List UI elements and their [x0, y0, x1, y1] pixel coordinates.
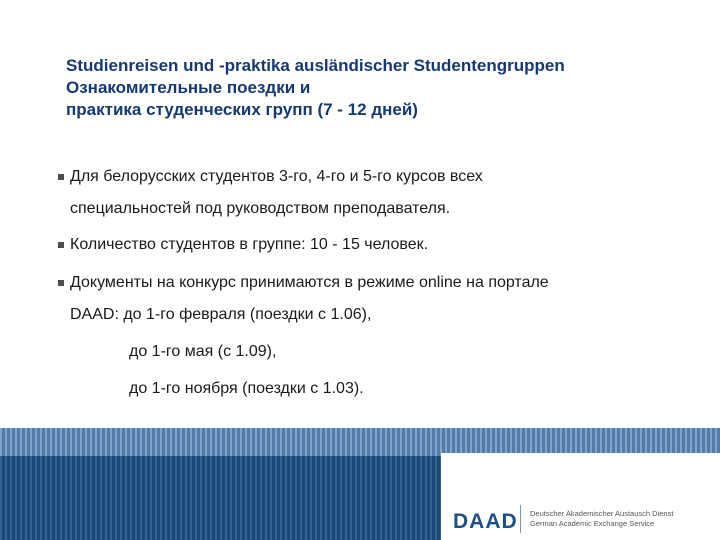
bullet-marker — [58, 174, 64, 180]
daad-logo-line-2: German Academic Exchange Service — [530, 519, 655, 528]
bullet-2-line-1: Количество студентов в группе: 10 - 15 человек. — [70, 236, 429, 253]
bullet-marker — [58, 242, 64, 248]
footer-stripe — [0, 428, 720, 456]
bullet-1-line-1: Для белорусских студентов 3-го, 4-го и 5-го курсов всех — [70, 168, 483, 185]
daad-logo-line-1: Deutscher Akademischer Austausch Dienst — [530, 509, 674, 518]
title-line-russian-1: Ознакомительные поездки и — [66, 78, 311, 97]
logo-divider — [520, 505, 521, 533]
daad-logo-wordmark: DAAD — [453, 510, 518, 533]
bullet-3-line-4: до 1-го ноября (поездки с 1.03). — [129, 380, 364, 397]
bullet-3-line-3: до 1-го мая (с 1.09), — [129, 343, 277, 360]
bullet-1-line-2: специальностей под руководством преподавателя. — [70, 200, 451, 217]
title-line-german: Studienreisen und -praktika ausländischer Studentengruppen — [66, 56, 565, 75]
slide-title — [66, 55, 706, 121]
bullet-3-line-2: DAAD: до 1-го февраля (поездки с 1.06), — [70, 306, 372, 323]
title-line-russian-2: практика студенческих групп (7 - 12 дней) — [66, 100, 418, 119]
bullet-marker — [58, 280, 64, 286]
bullet-3-line-1: Документы на конкурс принимаются в режиме online на портале — [70, 274, 549, 291]
